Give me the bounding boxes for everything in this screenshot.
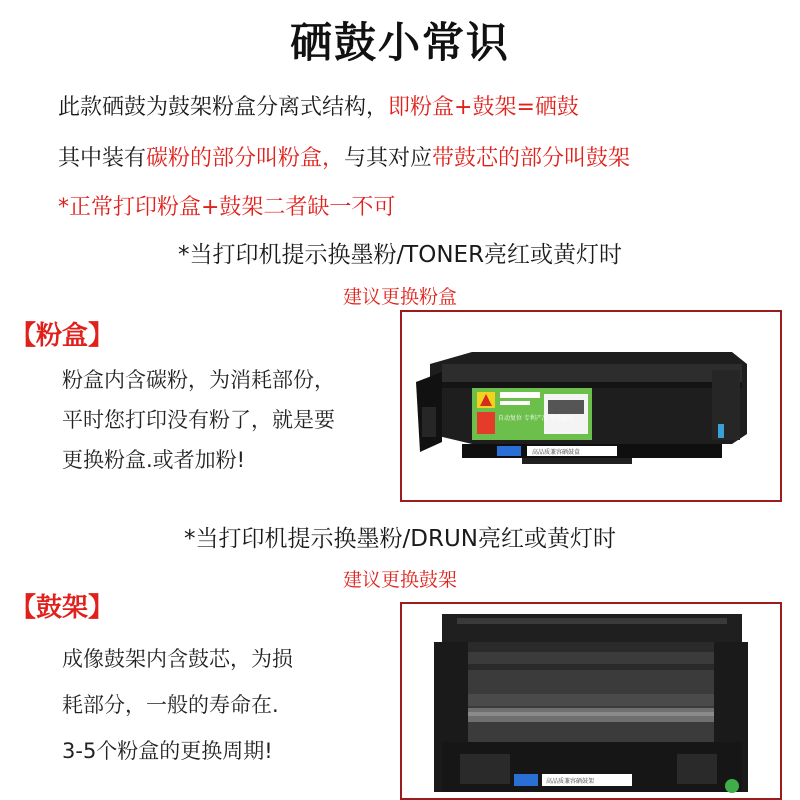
toner-hint: *当打印机提示换墨粉/TONER亮红或黄灯时 <box>177 242 623 268</box>
intro-line-2 <box>58 141 630 172</box>
drum-description <box>62 636 392 774</box>
drum-advice: 建议更换鼓架 <box>342 569 457 591</box>
drum-heading: 【鼓架】 <box>10 593 115 623</box>
toner-advice: 建议更换粉盒 <box>342 286 457 308</box>
drum-desc-line-2: 耗部分，一般的寿命在. <box>62 693 279 717</box>
toner-heading: 【粉盒】 <box>10 321 115 351</box>
toner-label-bottom: 高品质兼容硒鼓盒 <box>532 449 581 456</box>
drum-unit-image <box>400 602 782 800</box>
drum-desc-line-3: 3-5个粉盒的更换周期! <box>62 739 273 763</box>
toner-desc-line-3: 更换粉盒.或者加粉! <box>62 448 246 472</box>
toner-label-warning: 自动复位 专利产品 仿造必究 <box>498 415 574 422</box>
intro-line-2-text-a: 其中装有 <box>58 146 147 171</box>
intro-line-1 <box>58 90 579 121</box>
toner-cartridge-illustration <box>402 312 780 500</box>
drum-hint: *当打印机提示换墨粉/DRUN亮红或黄灯时 <box>184 526 616 552</box>
intro-line-1-highlight: 即粉盒+鼓架=硒鼓 <box>388 95 579 120</box>
drum-label-bottom: 高品质兼容硒鼓架 <box>546 778 595 785</box>
drum-unit-illustration <box>402 604 780 798</box>
toner-desc-line-2: 平时您打印没有粉了，就是要 <box>62 408 335 432</box>
toner-cartridge-image <box>400 310 782 502</box>
toner-desc-line-1: 粉盒内含碳粉，为消耗部份， <box>62 368 335 392</box>
intro-line-2-text-b: 与其对应 <box>344 146 433 171</box>
intro-line-2-highlight-b: 带鼓芯的部分叫鼓架 <box>432 146 631 171</box>
intro-line-1-text: 此款硒鼓为鼓架粉盒分离式结构， <box>58 95 389 120</box>
intro-line-2-highlight-a: 碳粉的部分叫粉盒， <box>146 146 345 171</box>
page-title: 硒鼓小常识 <box>289 18 510 67</box>
toner-description <box>62 360 382 480</box>
intro-line-3: *正常打印粉盒+鼓架二者缺一不可 <box>58 195 396 220</box>
drum-desc-line-1: 成像鼓架内含鼓芯，为损 <box>62 647 293 671</box>
